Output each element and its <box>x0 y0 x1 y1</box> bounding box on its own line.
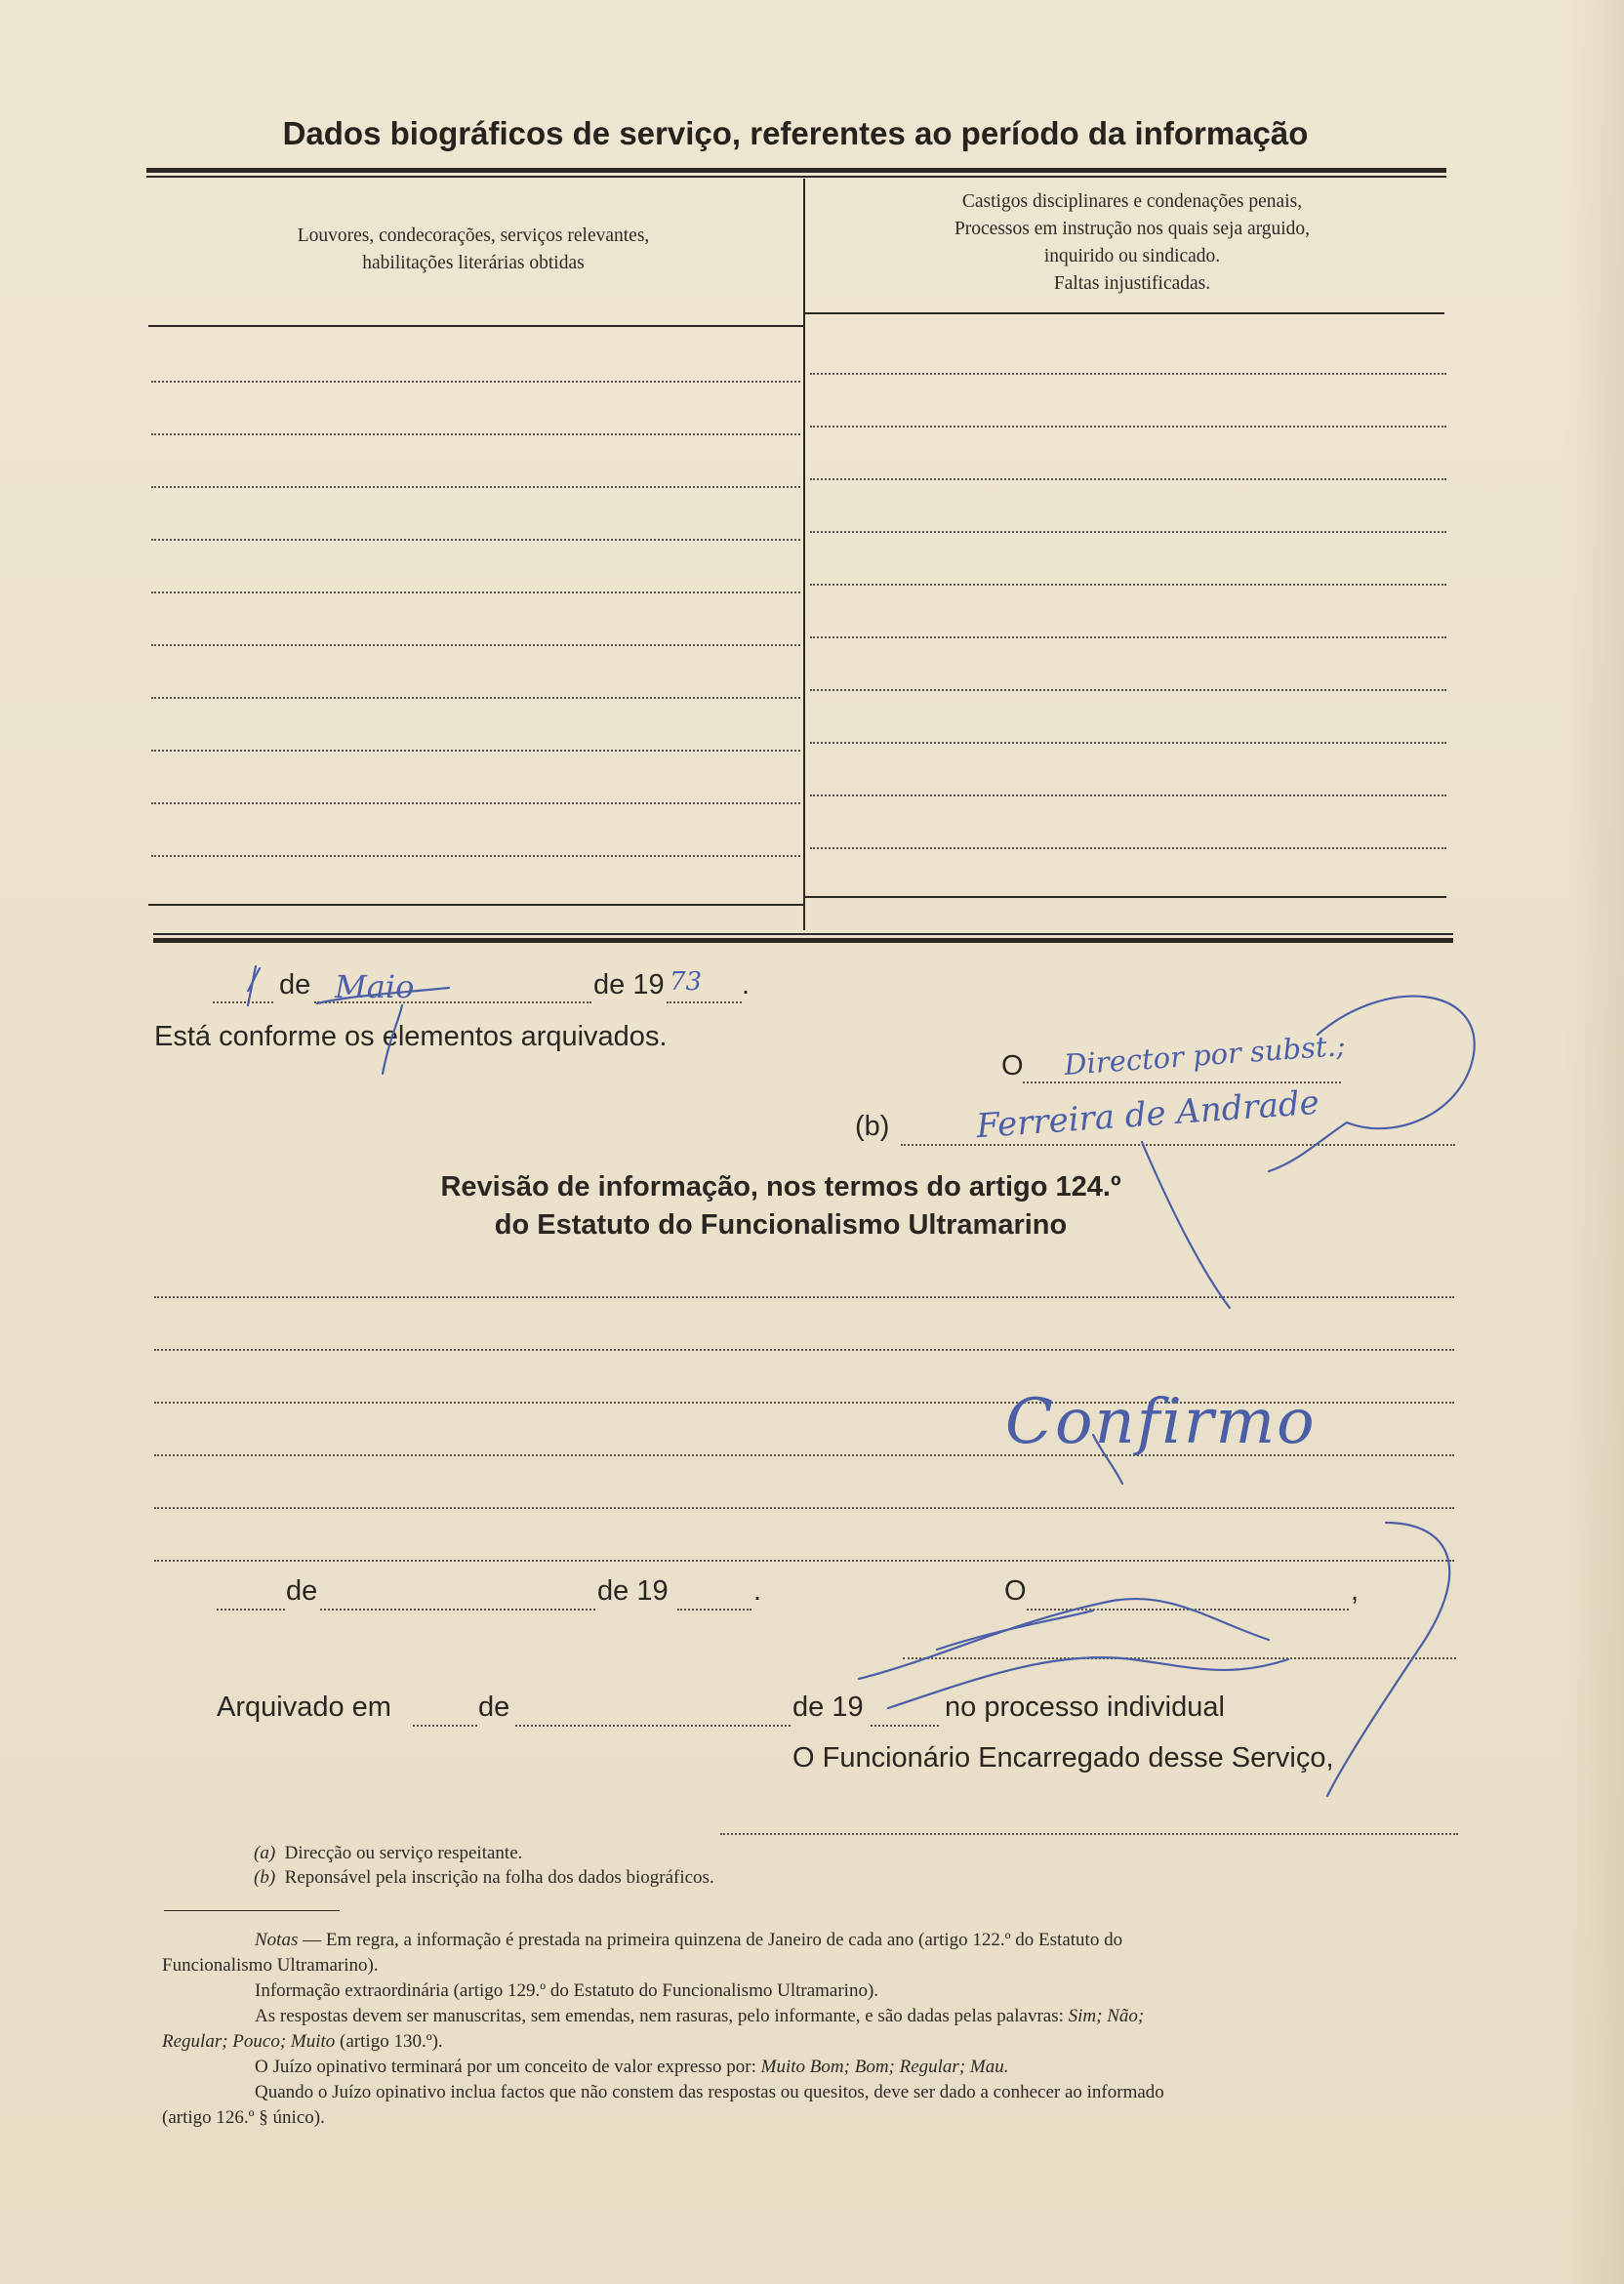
year-handwritten: 73 <box>670 967 703 997</box>
date-end-1: . <box>742 969 751 1000</box>
notes-paragraph-4: O Juízo opinativo terminará por um conceito de valor expresso por: Muito Bom; Bom; Regular; Mau. <box>255 2057 1009 2077</box>
b-label: (b) <box>855 1111 890 1142</box>
confirmo-tail-stroke <box>1093 1435 1122 1484</box>
archived-de: de <box>478 1692 510 1723</box>
notes-paragraph-1: Notas — Em regra, a informação é prestada na primeira quinzena de Janeiro de cada ano (artigo 122.º do Estatuto do <box>255 1930 1123 1950</box>
footnote-b: (b) Reponsável pela inscrição na folha dos dados biográficos. <box>254 1867 714 1888</box>
left-column-heading: Louvores, condecorações, serviços relevantes, habilitações literárias obtidas <box>297 225 650 273</box>
notes-paragraph-5-cont: (artigo 126.º § único). <box>162 2107 325 2128</box>
b-signature-handwritten: Ferreira de Andrade <box>975 1082 1320 1147</box>
day-handwritten: / <box>249 962 260 997</box>
conformity-hook-stroke <box>383 1005 402 1074</box>
conformity-o-label: O <box>1001 1050 1024 1081</box>
date-de-1: de <box>279 969 311 1000</box>
date2-o-label: O <box>1004 1575 1027 1607</box>
bottom-signature-stroke-3 <box>888 1657 1288 1708</box>
date-de-19-1: de 19 <box>593 969 665 1000</box>
role-handwritten: Director por subst.; <box>1063 1028 1347 1082</box>
right-column-heading: Castigos disciplinares e condenações penais, Processos em instrução nos quais seja arguido, inquirido ou sindicado. Faltas injustificadas. <box>954 191 1311 294</box>
notes-paragraph-3: As respostas devem ser manuscritas, sem emendas, nem rasuras, pelo informante, e são dadas pelas palavras: Sim; Não; <box>255 2006 1145 2026</box>
archived-label: Arquivado em <box>217 1692 391 1723</box>
archived-process: no processo individual <box>945 1692 1225 1723</box>
b-signature-tail-stroke <box>1269 1122 1347 1171</box>
bottom-signature-stroke-2 <box>859 1599 1269 1679</box>
date2-comma: , <box>1351 1575 1360 1607</box>
date-de-2: de <box>286 1575 318 1607</box>
notes-paragraph-2: Informação extraordinária (artigo 129.º do Estatuto do Funcionalismo Ultramarino). <box>255 1980 879 2001</box>
conformity-text: Está conforme os elementos arquivados. <box>154 1021 668 1052</box>
signature-flourish-stroke <box>1142 1142 1230 1308</box>
role-loop-stroke <box>1318 997 1475 1129</box>
archive-officer-label: O Funcionário Encarregado desse Serviço, <box>792 1742 1334 1774</box>
bottom-signature-stroke-4 <box>937 1611 1093 1650</box>
revision-handwritten: Confirmo <box>1005 1386 1317 1458</box>
notes-paragraph-5: Quando o Juízo opinativo inclua factos que não constem das respostas ou quesitos, deve ser dado a conhecer ao informado <box>255 2082 1164 2102</box>
notes-paragraph-1-cont: Funcionalismo Ultramarino). <box>162 1955 379 1976</box>
month-underline-stroke <box>317 988 449 1003</box>
notes-paragraph-3-cont: Regular; Pouco; Muito (artigo 130.º). <box>162 2031 443 2052</box>
revision-title-line-1: Revisão de informação, nos termos do artigo 124.º <box>440 1171 1121 1203</box>
date-end-2: . <box>753 1575 762 1607</box>
revision-title-line-2: do Estatuto do Funcionalismo Ultramarino <box>494 1209 1068 1241</box>
day-slash-stroke <box>248 966 256 1005</box>
footnote-a: (a) Direcção ou serviço respeitante. <box>254 1843 523 1863</box>
page-title: Dados biográficos de serviço, referentes ao período da informação <box>282 115 1309 151</box>
date-de-19-2: de 19 <box>597 1575 669 1607</box>
bottom-signature-stroke-1 <box>1327 1523 1449 1796</box>
month-handwritten: Maio <box>335 968 415 1005</box>
archived-de-19: de 19 <box>792 1692 864 1723</box>
